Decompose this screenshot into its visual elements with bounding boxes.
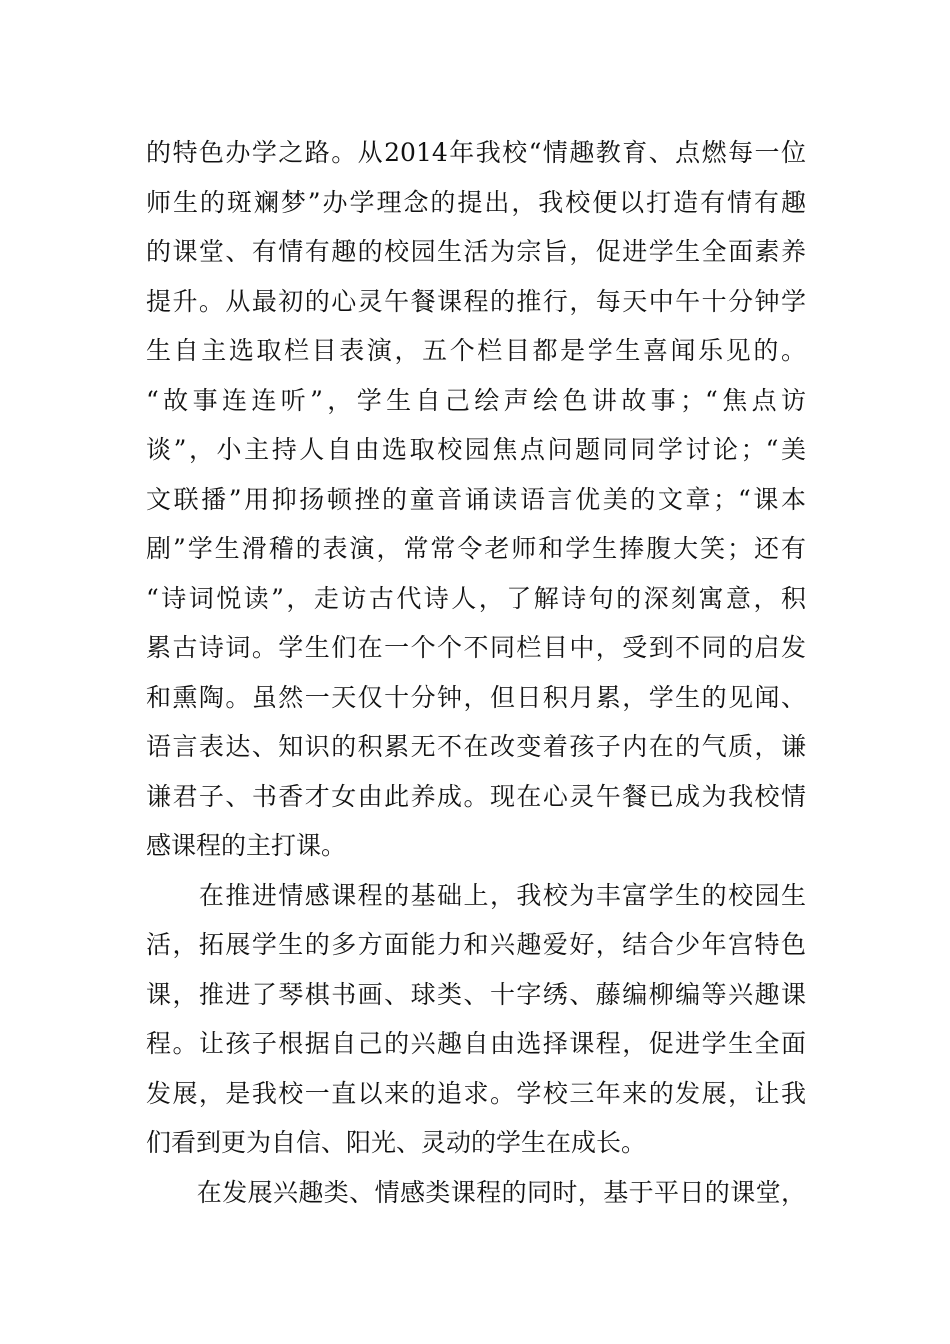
text-line: 和熏陶。虽然一天仅十分钟，但日积月累，学生的见闻、 [146,682,806,712]
text-line: 课，推进了琴棋书画、球类、十字绣、藤编柳编等兴趣课 [146,979,806,1009]
text-line: 提升。从最初的心灵午餐课程的推行，每天中午十分钟学 [146,286,806,316]
text-line: 谦君子、书香才女由此养成。现在心灵午餐已成为我校情 [146,781,806,811]
body-text [146,128,806,1217]
text-line: 在发展兴趣类、情感类课程的同时，基于平日的课堂， [146,1177,806,1207]
text-line: 谈”，小主持人自由选取校园焦点问题同同学讨论；“美 [146,435,806,464]
text-line: “诗词悦读”，走访古代诗人，了解诗句的深刻寓意，积 [146,583,806,613]
text-line: 的特色办学之路。从2014年我校“情趣教育、点燃每一位 [146,138,806,167]
text-line: 们看到更为自信、阳光、灵动的学生在成长。 [146,1128,647,1157]
text-line: 感课程的主打课。 [146,831,347,860]
text-line: 程。让孩子根据自己的兴趣自由选择课程，促进学生全面 [146,1029,806,1058]
text-line: 剧”学生滑稽的表演，常常令老师和学生捧腹大笑；还有 [146,534,806,563]
text-line: 的课堂、有情有趣的校园生活为宗旨，促进学生全面素养 [146,237,806,266]
text-line: 师生的斑斓梦”办学理念的提出，我校便以打造有情有趣 [146,187,806,217]
text-line: 生自主选取栏目表演，五个栏目都是学生喜闻乐见的。 [146,336,806,365]
text-line: 语言表达、知识的积累无不在改变着孩子内在的气质，谦 [146,732,806,761]
text-line: 活，拓展学生的多方面能力和兴趣爱好，结合少年宫特色 [146,930,806,959]
text-line: “故事连连听”，学生自己绘声绘色讲故事；“焦点访 [146,385,806,415]
text-line: 累古诗词。学生们在一个个不同栏目中，受到不同的启发 [146,633,806,662]
text-line: 文联播”用抑扬顿挫的童音诵读语言优美的文章；“课本 [146,484,806,514]
text-line: 发展，是我校一直以来的追求。学校三年来的发展，让我 [146,1078,806,1108]
text-line: 在推进情感课程的基础上，我校为丰富学生的校园生 [146,880,806,910]
